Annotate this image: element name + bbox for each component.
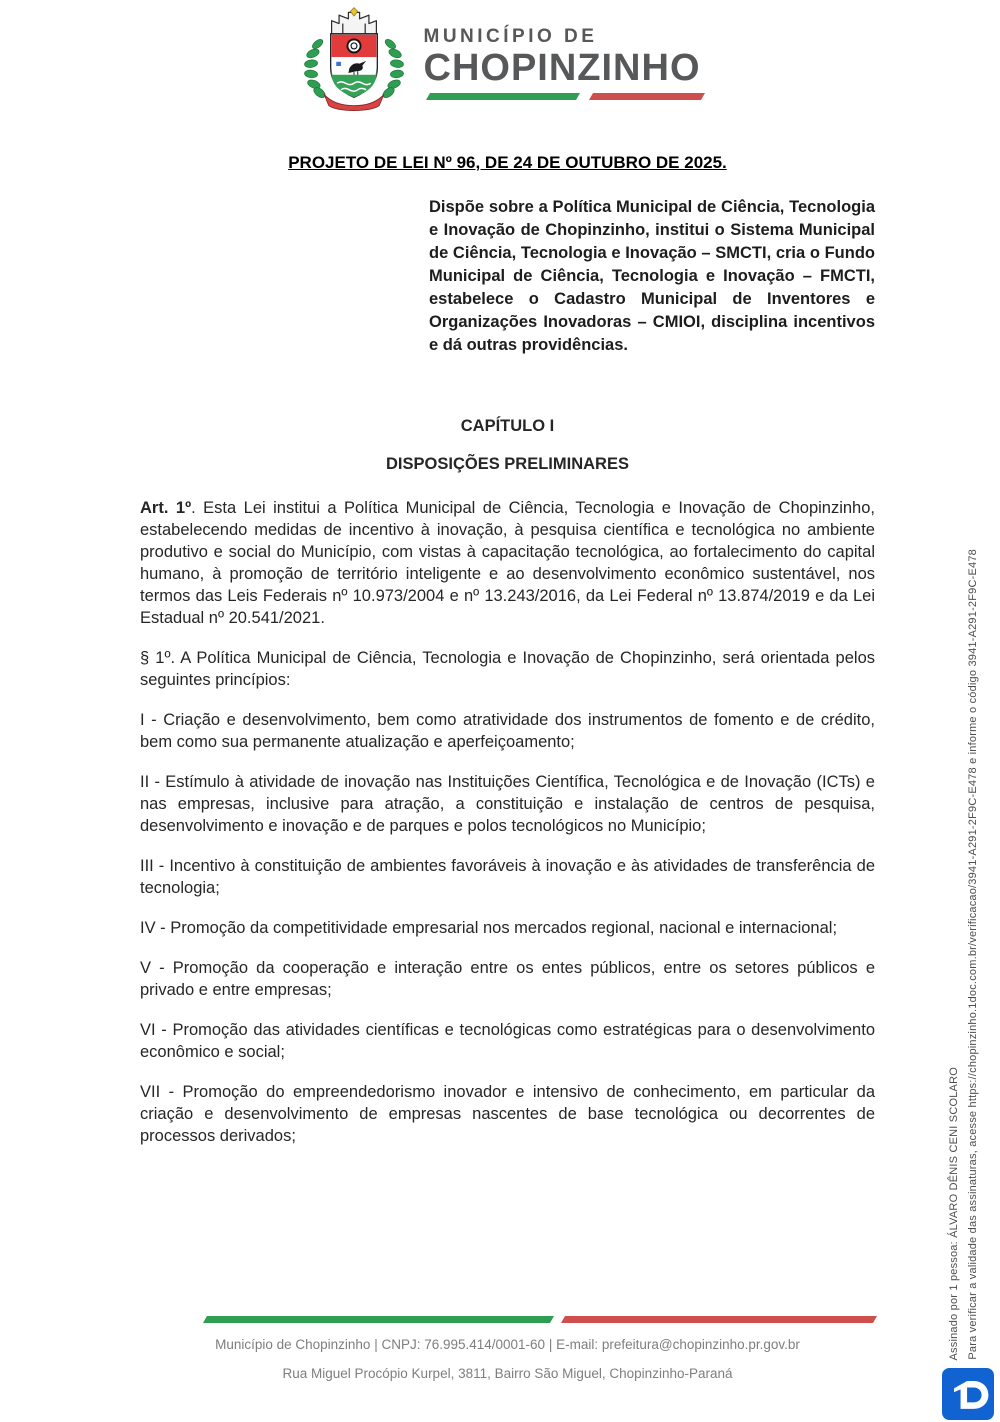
principle-item-3: III - Incentivo à constituição de ambientes favoráveis à inovação e às atividades de transferência de tecnologia; bbox=[140, 857, 875, 897]
law-summary: Dispõe sobre a Política Municipal de Ciência, Tecnologia e Inovação de Chopinzinho, institui o Sistema Municipal de Ciência, Tecnologia e Inovação – SMCTI, cria o Fundo Municipal de Ciência, Tecnologia e Inovação – FMCTI, estabelece o Cadastro Municipal de Inventores e Organizações Inovadoras – CMIOI, disciplina incentivos e dá outras providências. bbox=[429, 198, 875, 354]
principle-item-6: VI - Promoção das atividades científicas e tecnológicas como estratégicas para o desenvolvimento econômico e social; bbox=[140, 1021, 875, 1061]
article-1-paragraph bbox=[140, 497, 875, 629]
principle-item-2: II - Estímulo à atividade de inovação nas Instituições Científica, Tecnológica e de Inovação (ICTs) e nas empresas, inclusive para atração, a constituição e instalação de centros de pesquisa, desenvolvimento e inovação e de parques e polos tecnológicos no Município; bbox=[140, 773, 875, 835]
onedoc-logo-icon bbox=[942, 1368, 994, 1420]
principle-item-1: I - Criação e desenvolvimento, bem como atratividade dos instrumentos de fomento e de crédito, bem como sua permanente atualização e aperfeiçoamento; bbox=[140, 711, 875, 751]
article-1-label: Art. 1º bbox=[140, 499, 192, 517]
green-stripe bbox=[203, 1316, 554, 1323]
footer-contact-line: Município de Chopinzinho | CNPJ: 76.995.414/0001-60 | E-mail: prefeitura@chopinzinho.pr.gov.br bbox=[215, 1337, 800, 1352]
document-title: PROJETO DE LEI Nº 96, DE 24 DE OUTUBRO DE 2025. bbox=[288, 153, 727, 172]
footer-stripes bbox=[205, 1316, 875, 1323]
red-stripe bbox=[588, 93, 704, 100]
article-1-text: . Esta Lei institui a Política Municipal de Ciência, Tecnologia e Inovação de Chopinzinho, estabelecendo medidas de incentivo à inovação, à pesquisa científica e tecnológica no ambiente produtivo e social do Município, com vistas à capacitação tecnológica, ao fortalecimento do capital humano, à promoção de território inteligente e ao desenvolvimento econômico sustentável, nos termos das Leis Federais nº 10.973/2004 e nº 13.243/2016, da Lei Federal nº 13.874/2019 e da Lei Estadual nº 20.541/2021. bbox=[140, 499, 875, 627]
principle-item-7: VII - Promoção do empreendedorismo inovador e intensivo de conhecimento, em particular da criação e desenvolvimento de empresas nascentes de base tecnológica ou decorrentes de processos derivados; bbox=[140, 1083, 875, 1145]
chapter-heading: CAPÍTULO I bbox=[460, 417, 555, 435]
principle-item-4: IV - Promoção da competitividade empresarial nos mercados regional, nacional e internacional; bbox=[140, 919, 838, 937]
chapter-subheading: DISPOSIÇÕES PRELIMINARES bbox=[386, 455, 629, 473]
paragraph-1: § 1º. A Política Municipal de Ciência, Tecnologia e Inovação de Chopinzinho, será orientada pelos seguintes princípios: bbox=[140, 649, 875, 689]
letterhead bbox=[0, 4, 1000, 114]
brand-line-2: CHOPINZINHO bbox=[423, 47, 701, 89]
coat-of-arms-icon bbox=[298, 4, 410, 114]
signature-verify-text: Para verificar a validade das assinaturas, acesse https://chopinzinho.1doc.com.br/verificacao/3941-A291-2F9C-E478 e informe o código 3941-A291-2F9C-E478 bbox=[967, 549, 979, 1360]
green-stripe bbox=[425, 93, 579, 100]
principle-item-5: V - Promoção da cooperação e interação entre os entes públicos, entre os setores públicos e privado e entre empresas; bbox=[140, 959, 875, 999]
brand-line-1: MUNICÍPIO DE bbox=[423, 26, 598, 47]
page-footer bbox=[140, 1316, 875, 1381]
signature-signer-text: Assinado por 1 pessoa: ÁLVARO DÊNIS CENI SCOLARO bbox=[948, 1066, 960, 1360]
brand-wordmark bbox=[424, 4, 703, 114]
document-body bbox=[140, 152, 875, 1147]
footer-address-line: Rua Miguel Procópio Kurpel, 3811, Bairro São Miguel, Chopinzinho-Paraná bbox=[282, 1366, 733, 1381]
red-stripe bbox=[561, 1316, 877, 1323]
brand-stripes bbox=[428, 93, 703, 100]
